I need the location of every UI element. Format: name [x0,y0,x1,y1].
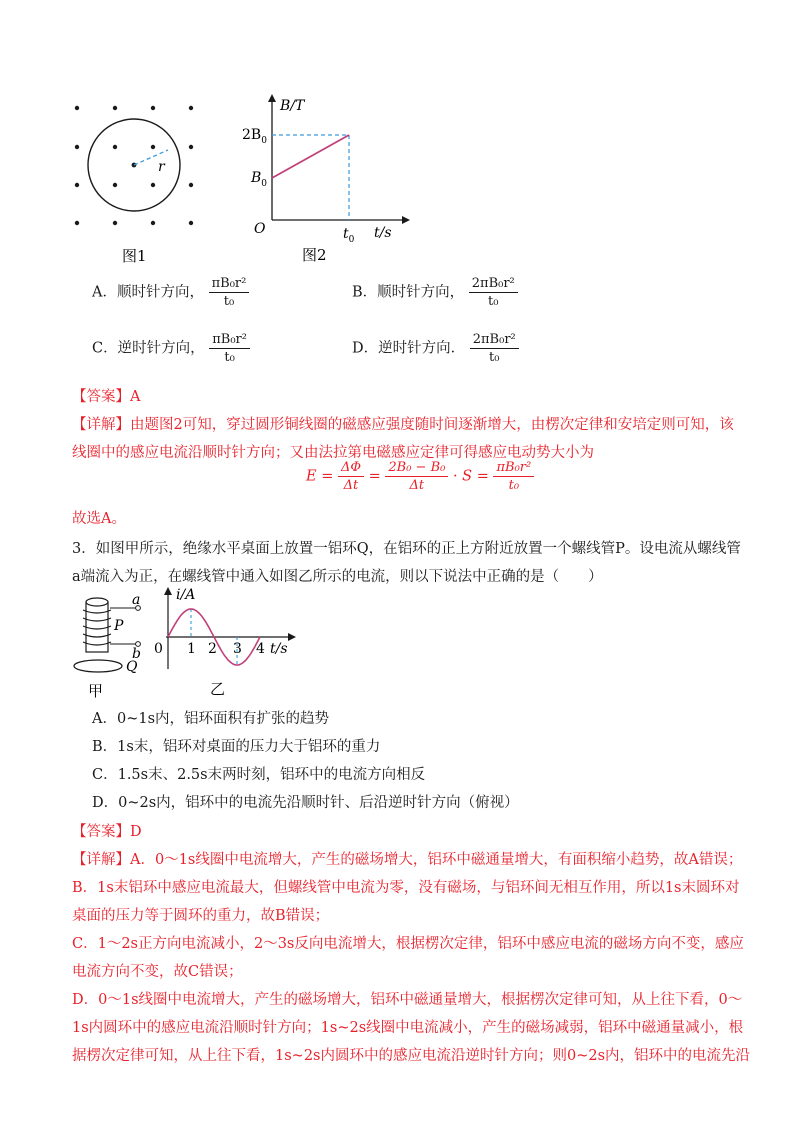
q2-option-c [92,332,250,365]
option-fraction [469,276,518,309]
option-label: D．逆时针方向． [352,340,466,357]
figure-yi [150,585,300,700]
figure-2 [230,90,420,270]
q3-option-a: A．0~1s内，铝环面积有扩张的趋势 [92,711,330,727]
y-tick-2b0: $2B_0$ [242,127,267,146]
q3-stem-line-2: a端流入为正，在螺线管中通入如图乙所示的电流，则以下说法中正确的是（ ） [72,569,603,585]
fraction-den: t₀ [488,294,499,309]
q2-conclusion: 故选A。 [72,511,126,527]
q2-detail-line-1: 【详解】由题图2可知，穿过圆形铜线圈的磁感应强度随时间逐渐增大，由楞次定律和安培定则可知，该 [72,417,734,433]
fraction-den: Δt [343,478,359,493]
y-axis-arrow [164,587,172,595]
fraction-num: 2πB₀r² [469,276,518,293]
q3-detail-line-8: 据楞次定律可知，从上往下看，1s~2s内圆环中的感应电流沿逆时针方向；则0~2s内，铝环中的电流先沿 [72,1048,751,1064]
q2-option-a [92,276,249,309]
q3-detail-line-6: D．0～1s线圈中电流增大，产生的磁场增大，铝环中磁通量增大，根据楞次定律可知，从上往下看，0～ [72,992,743,1008]
x-tick-t0: $t_0$ [343,226,355,245]
formula-frac-3 [493,460,534,493]
aluminum-ring [74,660,122,672]
x-tick-4: 4 [256,641,265,657]
fraction-den: t₀ [223,294,235,309]
q3-option-c: C．1.5s末、2.5s末两时刻，铝环中的电流方向相反 [92,767,426,783]
q3-answer: 【答案】D [72,824,142,840]
x-axis-arrow [288,633,296,641]
q3-detail-line-7: 1s内圆环中的感应电流沿顺时针方向；1s~2s线圈中电流减小，产生的磁场减弱，铝环中磁通量减小，根 [72,1020,744,1036]
option-fraction [209,276,250,309]
q2-option-b [352,276,518,309]
fig-yi-caption: 乙 [210,680,226,698]
fraction-num: 2πB₀r² [470,332,519,349]
q3-detail-line-5: 电流方向不变，故C错误； [72,964,243,980]
x-axis-label: t/s [374,225,392,241]
option-label: B．顺时针方向， [352,284,465,301]
fraction-num: 2B₀ − B₀ [385,460,448,477]
y-tick-b0: $B_0$ [251,170,268,189]
q3-detail-line-4: C．1～2s正方向电流减小，2～3s反向电流增大，根据楞次定律，铝环中感应电流的磁场方向不变，感应 [72,936,744,952]
fraction-den: t₀ [224,350,235,365]
fraction-den: t₀ [489,350,500,365]
field-dots [75,106,193,225]
x-axis-label: t/s [270,641,288,657]
option-fraction [209,332,250,365]
radius-label: r [158,159,165,175]
q3-detail-line-2: B．1s末铝环中感应电流最大，但螺线管中电流为零，没有磁场，与铝环间无相互作用，所以1s末圆环对 [72,880,740,896]
label-b: b [132,646,141,662]
fraction-num: πB₀r² [209,332,250,349]
formula-frac-2 [385,460,448,493]
solenoid-windings [83,610,111,645]
option-label: C．逆时针方向， [92,340,205,357]
q3-option-d: D．0~2s内，铝环中的电流先沿顺时针、后沿逆时针方向（俯视） [92,795,519,811]
y-axis-arrow [268,94,276,102]
label-q: Q [126,659,138,675]
formula-lhs: E = [306,468,334,485]
origin-label: 0 [154,641,163,657]
formula-frac-1 [338,460,364,493]
origin-label: O [254,221,266,237]
q3-detail-line-1: 【详解】A．0～1s线圈中电流增大，产生的磁场增大，铝环中磁通量增大，有面积缩小趋势，故A错误； [72,852,743,868]
q3-option-b: B．1s末，铝环对桌面的压力大于铝环的重力 [92,739,381,755]
fraction-den: t₀ [508,478,520,493]
x-tick-3: 3 [233,641,242,657]
fraction-num: πB₀r² [493,460,534,477]
y-axis-label: i/A [176,587,196,603]
q2-detail-line-2: 线圈中的感应电流沿顺时针方向；又由法拉第电磁感应定律可得感应电动势大小为 [72,445,594,461]
formula-eq: = [368,468,381,485]
label-p: P [114,618,124,634]
y-axis-label: B/T [280,98,305,114]
fraction-den: Δt [409,478,425,493]
x-tick-2: 2 [208,641,217,657]
emf-formula [306,460,534,493]
fig2-caption: 图2 [302,246,327,264]
label-a: a [132,592,141,608]
q2-answer: 【答案】A [72,389,141,405]
formula-mid: · S = [452,468,489,485]
figure-1 [60,95,220,275]
x-tick-1: 1 [187,641,196,657]
q2-option-d [352,332,519,365]
option-label: A．顺时针方向， [92,284,204,301]
q3-stem-line-1: 3．如图甲所示，绝缘水平桌面上放置一铝环Q，在铝环的正上方附近放置一个螺线管P。设电流从螺线管 [72,541,741,557]
x-axis-arrow [402,216,410,224]
fraction-num: πB₀r² [209,276,250,293]
fig1-caption: 图1 [122,247,147,265]
fraction-num: ΔΦ [338,460,364,477]
q3-detail-line-3: 桌面的压力等于圆环的重力，故B错误； [72,908,330,924]
option-fraction [470,332,519,365]
b-t-line [272,135,349,178]
fig-jia-caption: 甲 [88,682,104,700]
solenoid-top [86,598,108,606]
